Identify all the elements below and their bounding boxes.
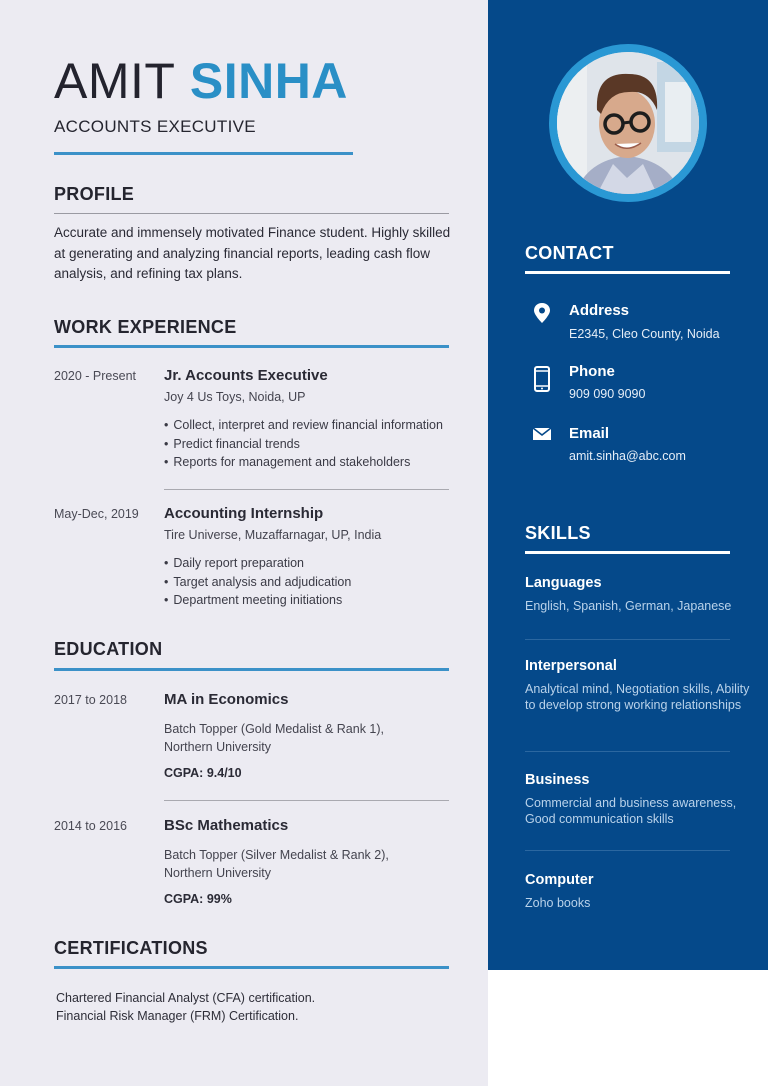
- work-bullets: [164, 416, 443, 472]
- skill-category-label: Computer: [525, 872, 594, 888]
- last-name: SINHA: [189, 53, 348, 109]
- work-role: Accounting Internship: [164, 505, 324, 522]
- skill-separator: [525, 639, 730, 640]
- skills-divider: [525, 551, 730, 554]
- skill-category-label: Interpersonal: [525, 658, 617, 674]
- contact-heading: CONTACT: [525, 243, 614, 263]
- profile-text: Accurate and immensely motivated Finance student. Highly skilled at generating and analyzing financial reports, leading cash flow analysis, and refining tax plans.: [54, 225, 451, 281]
- contact-divider: [525, 271, 730, 274]
- work-role: Jr. Accounts Executive: [164, 367, 328, 384]
- work-date: 2020 - Present: [54, 369, 136, 383]
- work-heading: WORK EXPERIENCE: [54, 317, 237, 337]
- bullet-item: • Collect, interpret and review financial information: [164, 416, 443, 435]
- profile-divider: [54, 213, 449, 214]
- phone-icon: [532, 366, 552, 392]
- skill-category-value: Commercial and business awareness, Good communication skills: [525, 796, 737, 826]
- education-heading: EDUCATION: [54, 639, 163, 659]
- job-title: ACCOUNTS EXECUTIVE: [54, 117, 256, 136]
- contact-email[interactable]: amit.sinha@abc.com: [569, 449, 686, 463]
- education-item-divider: [164, 800, 449, 801]
- education-degree: BSc Mathematics: [164, 817, 289, 834]
- education-school: Northern University: [164, 866, 271, 880]
- work-divider: [54, 345, 449, 348]
- contact-label: Phone: [569, 363, 615, 380]
- education-degree: MA in Economics: [164, 691, 289, 708]
- work-org: Joy 4 Us Toys, Noida, UP: [164, 390, 306, 404]
- education-divider: [54, 668, 449, 671]
- avatar-portrait-icon: [557, 52, 699, 194]
- work-date: May-Dec, 2019: [54, 507, 139, 521]
- work-org: Tire Universe, Muzaffarnagar, UP, India: [164, 528, 382, 542]
- map-pin-icon: [532, 302, 552, 324]
- contact-label: Address: [569, 302, 630, 319]
- contact-label: Email: [569, 425, 610, 442]
- profile-heading: PROFILE: [54, 184, 135, 204]
- certifications-list: [56, 989, 315, 1025]
- education-cgpa: CGPA: 99%: [164, 892, 232, 906]
- candidate-name: [54, 52, 348, 110]
- certification-item: Chartered Financial Analyst (CFA) certification.: [56, 991, 316, 1005]
- certifications-heading: CERTIFICATIONS: [54, 938, 208, 958]
- work-bullets: [164, 554, 351, 610]
- contact-phone: 909 090 9090: [569, 387, 646, 401]
- bullet-item: • Department meeting initiations: [164, 591, 351, 610]
- certifications-divider: [54, 966, 449, 969]
- education-detail: Batch Topper (Silver Medalist & Rank 2),: [164, 848, 389, 862]
- bullet-item: • Predict financial trends: [164, 435, 443, 454]
- envelope-icon: [532, 427, 552, 441]
- skills-heading: SKILLS: [525, 523, 591, 543]
- education-date: 2017 to 2018: [54, 693, 127, 707]
- skill-category-value: Zoho books: [525, 896, 591, 910]
- skill-category-label: Languages: [525, 575, 602, 591]
- contact-address: E2345, Cleo County, Noida: [569, 327, 720, 341]
- bullet-item: • Reports for management and stakeholders: [164, 453, 443, 472]
- skill-category-value: English, Spanish, German, Japanese: [525, 599, 732, 613]
- bullet-item: • Daily report preparation: [164, 554, 351, 573]
- skill-category-label: Business: [525, 772, 590, 788]
- education-school: Northern University: [164, 740, 271, 754]
- avatar: [557, 52, 699, 194]
- education-detail: Batch Topper (Gold Medalist & Rank 1),: [164, 722, 385, 736]
- skill-separator: [525, 850, 730, 851]
- education-cgpa: CGPA: 9.4/10: [164, 766, 242, 780]
- certification-item: Financial Risk Manager (FRM) Certification.: [56, 1009, 299, 1023]
- skill-separator: [525, 751, 730, 752]
- skill-category-value: Analytical mind, Negotiation skills, Ability to develop strong working relationships: [525, 682, 750, 712]
- bullet-item: • Target analysis and adjudication: [164, 573, 351, 592]
- work-item-divider: [164, 489, 449, 490]
- first-name: AMIT: [54, 53, 176, 109]
- title-divider: [54, 152, 353, 155]
- education-date: 2014 to 2016: [54, 819, 127, 833]
